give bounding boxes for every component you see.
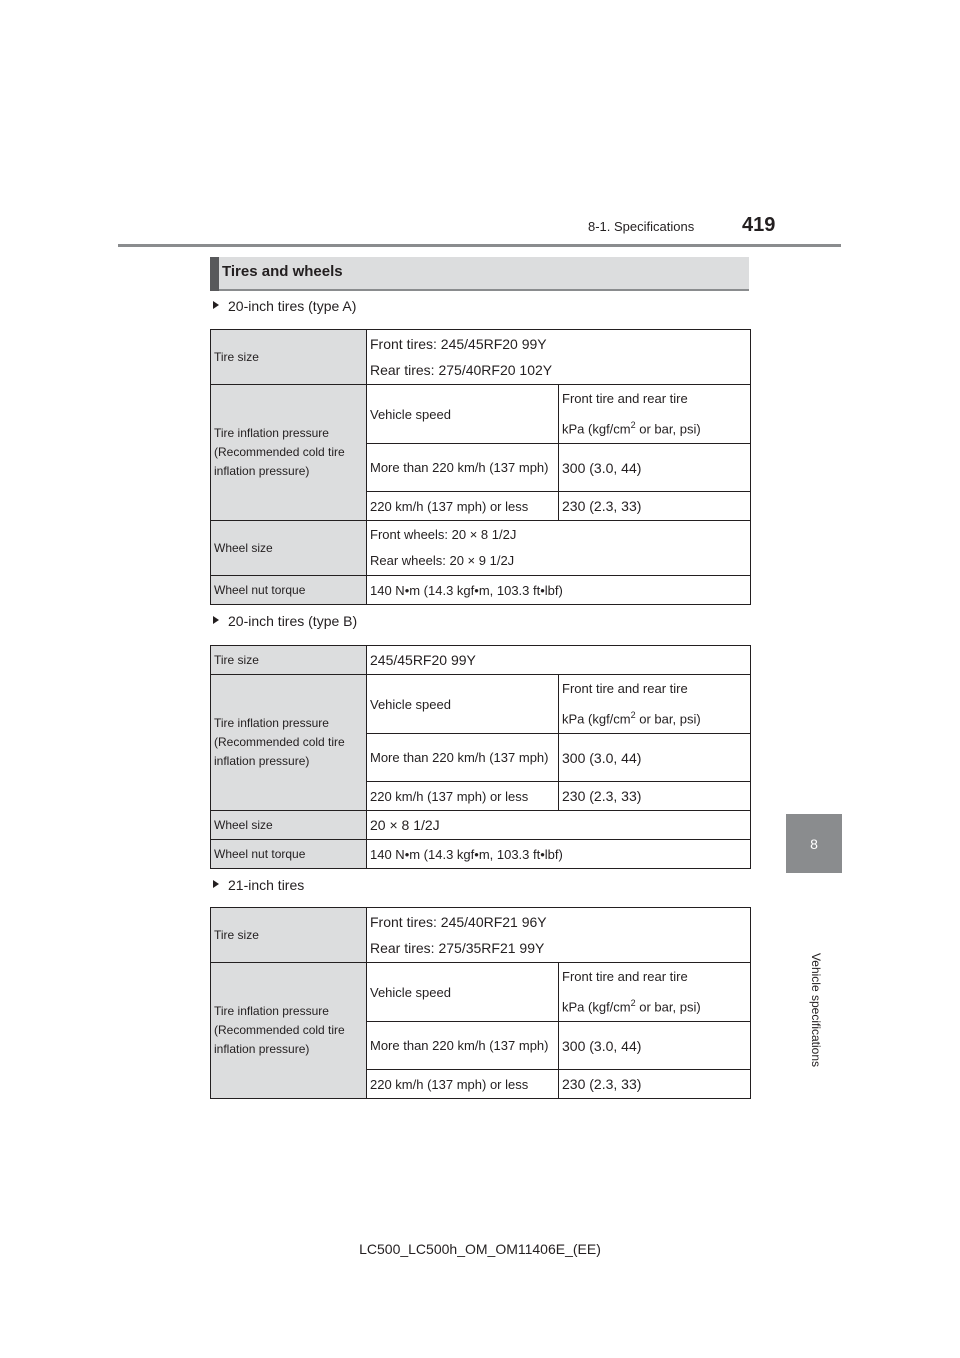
tire-pressure-label: Tire inflation pressure (Recommended cold tire inflation pressure) <box>211 385 367 521</box>
vehicle-speed-header: Vehicle speed <box>367 385 559 444</box>
type-a-spec-table <box>210 329 751 605</box>
tire-size-rear: Rear tires: 275/35RF21 99Y <box>370 940 545 956</box>
unit-prefix: kPa (kgf/cm <box>562 999 631 1015</box>
unit-exponent: 2 <box>630 419 636 430</box>
tire-pressure-label: Tire inflation pressure (Recommended cold tire inflation pressure) <box>211 963 367 1099</box>
type-a-heading <box>213 298 356 314</box>
wheel-nut-torque-label: Wheel nut torque <box>211 576 367 605</box>
tire-pressure-label: Tire inflation pressure (Recommended cold tire inflation pressure) <box>211 675 367 811</box>
wheel-size-label: Wheel size <box>211 521 367 576</box>
table-row <box>211 963 751 1022</box>
front-rear-tire-label: Front tire and rear tire <box>562 390 688 406</box>
unit-suffix: or bar, psi) <box>635 421 701 437</box>
type-a-heading-text: 20-inch tires (type A) <box>228 298 357 314</box>
table-row <box>211 385 751 444</box>
tire-size-label: Tire size <box>211 330 367 385</box>
tire-size-value: 245/45RF20 99Y <box>367 646 751 675</box>
triangle-bullet-icon <box>213 616 219 624</box>
table-row <box>211 646 751 675</box>
front-rear-tire-label: Front tire and rear tire <box>562 968 688 984</box>
chapter-tab: 8 <box>786 814 842 873</box>
document-footer: LC500_LC500h_OM_OM11406E_(EE) <box>359 1241 601 1257</box>
page-number: 419 <box>742 214 776 236</box>
table-row <box>211 675 751 734</box>
triangle-bullet-icon <box>213 301 219 309</box>
wheel-size-label: Wheel size <box>211 811 367 840</box>
unit-prefix: kPa (kgf/cm <box>562 711 631 727</box>
tire-size-label: Tire size <box>211 646 367 675</box>
pressure-header <box>559 963 751 1022</box>
wheel-nut-torque-label: Wheel nut torque <box>211 840 367 869</box>
table-row <box>211 840 751 869</box>
pressure-header <box>559 675 751 734</box>
table-row <box>211 330 751 385</box>
unit-suffix: or bar, psi) <box>635 999 701 1015</box>
type-b-spec-table <box>210 645 751 869</box>
unit-exponent: 2 <box>630 997 636 1008</box>
tire-size-front: Front tires: 245/45RF20 99Y <box>370 336 547 352</box>
pressure-header <box>559 385 751 444</box>
section-title-accent <box>210 257 219 291</box>
speed-high: More than 220 km/h (137 mph) <box>367 734 559 782</box>
inch21-spec-table <box>210 907 751 1099</box>
type-b-heading <box>213 613 357 629</box>
tire-size-value <box>367 908 751 963</box>
inch21-heading-text: 21-inch tires <box>228 877 305 893</box>
header-divider <box>118 244 841 247</box>
wheel-size-value: 20 × 8 1/2J <box>367 811 751 840</box>
tire-size-label: Tire size <box>211 908 367 963</box>
tire-size-front: Front tires: 245/40RF21 96Y <box>370 914 547 930</box>
wheel-size-rear: Rear wheels: 20 × 9 1/2J <box>370 553 515 568</box>
inch21-heading <box>213 877 304 893</box>
wheel-nut-torque-value: 140 N•m (14.3 kgf•m, 103.3 ft•lbf) <box>367 840 751 869</box>
tire-size-rear: Rear tires: 275/40RF20 102Y <box>370 362 553 378</box>
vehicle-speed-header: Vehicle speed <box>367 675 559 734</box>
pressure-unit <box>562 412 747 442</box>
pressure-low: 230 (2.3, 33) <box>559 492 751 521</box>
pressure-low: 230 (2.3, 33) <box>559 1070 751 1099</box>
speed-low: 220 km/h (137 mph) or less <box>367 1070 559 1099</box>
pressure-unit <box>562 702 747 732</box>
wheel-nut-torque-value: 140 N•m (14.3 kgf•m, 103.3 ft•lbf) <box>367 576 751 605</box>
speed-high: More than 220 km/h (137 mph) <box>367 444 559 492</box>
chapter-tab-label: Vehicle specifications <box>809 952 823 1068</box>
pressure-high: 300 (3.0, 44) <box>559 1022 751 1070</box>
table-row <box>211 811 751 840</box>
unit-suffix: or bar, psi) <box>635 711 701 727</box>
wheel-size-front: Front wheels: 20 × 8 1/2J <box>370 527 517 542</box>
pressure-high: 300 (3.0, 44) <box>559 444 751 492</box>
tire-size-value <box>367 330 751 385</box>
type-b-heading-text: 20-inch tires (type B) <box>228 613 358 629</box>
section-header: 8-1. Specifications <box>588 219 695 234</box>
triangle-bullet-icon <box>213 880 219 888</box>
pressure-low: 230 (2.3, 33) <box>559 782 751 811</box>
speed-low: 220 km/h (137 mph) or less <box>367 782 559 811</box>
section-title-bar <box>210 257 749 291</box>
unit-exponent: 2 <box>630 709 636 720</box>
vehicle-speed-header: Vehicle speed <box>367 963 559 1022</box>
front-rear-tire-label: Front tire and rear tire <box>562 680 688 696</box>
table-row <box>211 576 751 605</box>
speed-high: More than 220 km/h (137 mph) <box>367 1022 559 1070</box>
wheel-size-value <box>367 521 751 576</box>
table-row <box>211 908 751 963</box>
pressure-unit <box>562 990 747 1020</box>
table-row <box>211 521 751 576</box>
section-title: Tires and wheels <box>222 263 343 280</box>
pressure-high: 300 (3.0, 44) <box>559 734 751 782</box>
unit-prefix: kPa (kgf/cm <box>562 421 631 437</box>
speed-low: 220 km/h (137 mph) or less <box>367 492 559 521</box>
